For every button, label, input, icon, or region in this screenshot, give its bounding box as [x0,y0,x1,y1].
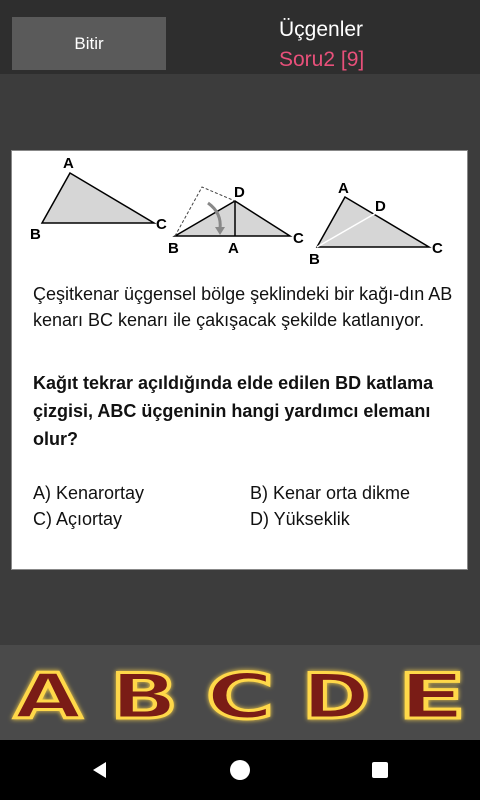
answer-c-button[interactable]: C [206,660,274,733]
answer-a-button[interactable]: A [14,660,83,733]
label-d: D [234,184,245,201]
label-a: A [228,240,239,257]
option-c: C) Açıortay [33,509,123,529]
question-prompt: Kağıt tekrar açıldığında elde edilen BD katlama çizgisi, ABC üçgeninin hangi yardımcı elemanı olur? [33,373,434,449]
question-card [11,150,468,570]
recents-icon[interactable] [350,740,410,800]
label-a: A [63,155,74,172]
option-b: B) Kenar orta dikme [250,483,411,503]
label-a: A [338,180,349,197]
triangle-figures [12,151,469,276]
page-title: Üçgenler [279,18,364,41]
label-b: B [168,240,179,257]
top-bar [0,0,480,74]
label-b: B [309,251,320,268]
question-text: Çeşitkenar üçgensel bölge şeklindeki bir kağı-dın AB kenarı BC kenarı ile çakışacak şekilde katlanıyor. [33,284,453,330]
navigation-bar [0,740,480,800]
figure-1 [30,155,167,243]
home-icon[interactable] [210,740,270,800]
figure-2 [168,184,304,257]
triangle-abc [42,173,154,223]
finish-button[interactable]: Bitir [12,17,166,70]
answer-b-button[interactable]: B [110,660,178,733]
option-d: D) Yükseklik [250,509,350,529]
label-d: D [375,198,386,215]
answer-buttons [0,650,480,740]
question-counter: Soru2 [9] [279,48,365,71]
folded-triangle [175,201,290,236]
figure-3 [309,180,443,268]
label-c: C [156,216,167,233]
triangle-abc [317,197,429,247]
label-c: C [293,230,304,247]
label-c: C [432,240,443,257]
label-b: B [30,226,41,243]
option-a: A) Kenarortay [33,483,145,503]
answer-d-button[interactable]: D [302,660,370,733]
back-icon[interactable] [70,740,130,800]
answer-e-button[interactable]: E [398,660,466,733]
